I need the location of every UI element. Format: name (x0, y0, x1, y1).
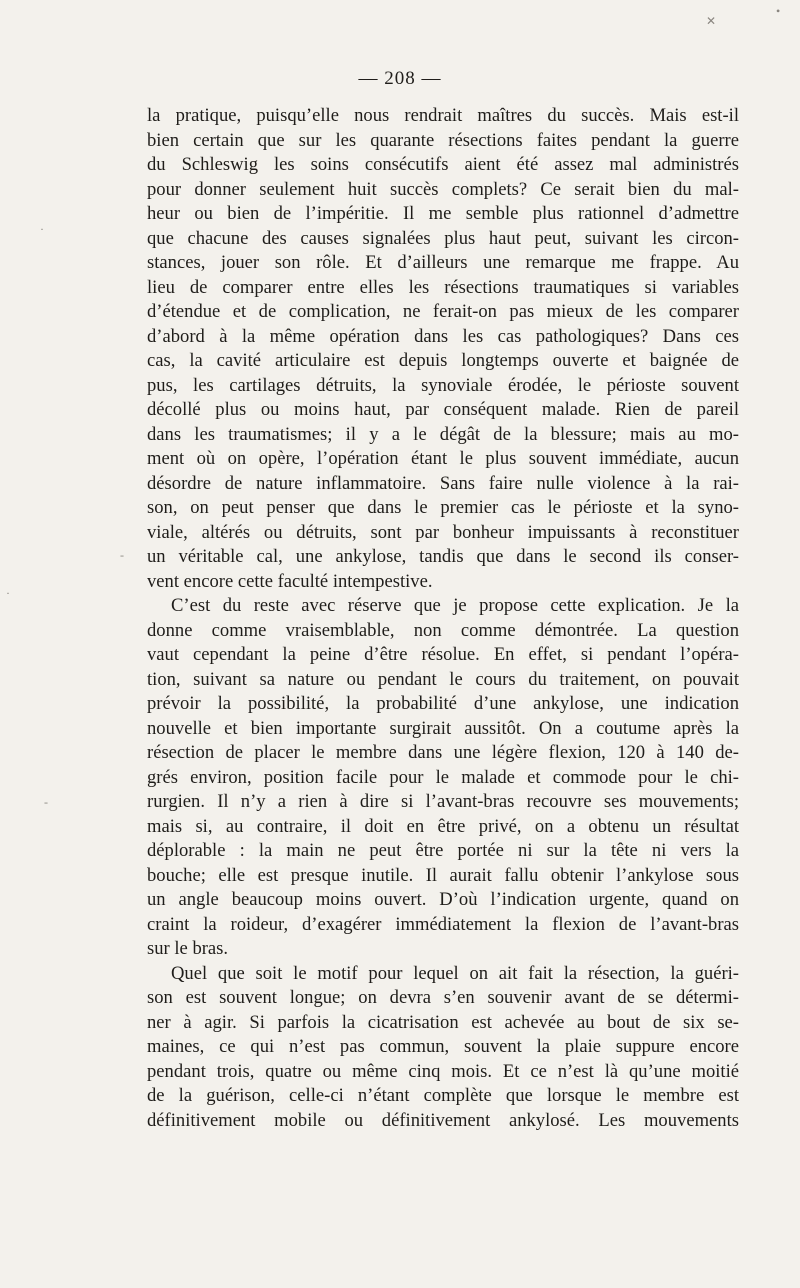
print-speck: ✕ (706, 14, 717, 28)
text-line: du Schleswig les soins consécutifs aient été assez mal administrés (147, 154, 739, 175)
page-number: — 208 — (358, 68, 442, 89)
text-line: bouche; elle est presque inutile. Il aurait fallu obtenir l’ankylose sous (147, 864, 739, 886)
print-speck: - (44, 795, 48, 809)
text-line: dans les traumatismes; il y a le dégât de la blessure; mais au mo- (147, 423, 739, 445)
text-line: que chacune des causes signalées plus haut peut, suivant les circon- (147, 227, 739, 249)
print-speck: · (6, 586, 10, 600)
paragraph-end-line: vent encore cette faculté intempestive. (147, 570, 433, 592)
text-line: donne comme vraisemblable, non comme démontrée. La question (147, 619, 739, 641)
text-line: cas, la cavité articulaire est depuis longtemps ouverte et baignée de (147, 350, 739, 371)
text-line: tion, suivant sa nature ou pendant le cours du traitement, on pouvait (147, 668, 739, 690)
text-line: désordre de nature inflammatoire. Sans faire nulle violence à la rai- (147, 472, 739, 494)
text-line: ner à agir. Si parfois la cicatrisation est achevée au bout de six se- (147, 1011, 739, 1033)
text-line: grés environ, position facile pour le malade et commode pour le chi- (147, 766, 739, 788)
text-line: son est souvent longue; on devra s’en souvenir avant de se détermi- (147, 987, 739, 1008)
paragraph-start-line: Quel que soit le motif pour lequel on ait fait la résection, la guéri- (171, 962, 739, 984)
text-line: d’abord à la même opération dans les cas pathologiques? Dans ces (147, 325, 739, 347)
text-line: heur ou bien de l’impéritie. Il me semble plus rationnel d’admettre (147, 203, 739, 224)
print-speck: • (776, 4, 781, 18)
text-line: déplorable : la main ne peut être portée ni sur la tête ni vers la (147, 840, 739, 861)
text-line: de la guérison, celle-ci n’étant complète que lorsque le membre est (147, 1085, 739, 1106)
text-line: bien certain que sur les quarante résections faites pendant la guerre (147, 129, 739, 151)
text-line: pendant trois, quatre ou même cinq mois. Et ce n’est là qu’une moitié (147, 1060, 739, 1082)
text-line: son, on peut penser que dans le premier cas le périoste et la syno- (147, 497, 739, 518)
text-line: lieu de comparer entre elles les résections traumatiques si variables (147, 276, 739, 298)
body-text (147, 104, 739, 1133)
text-line: ment où on opère, l’opération étant le plus souvent immédiate, aucun (147, 448, 739, 469)
text-line: pus, les cartilages détruits, la synoviale érodée, le périoste souvent (147, 374, 739, 396)
text-line: un angle beaucoup moins ouvert. D’où l’indication urgente, quand on (147, 889, 739, 910)
text-line: la pratique, puisqu’elle nous rendrait maîtres du succès. Mais est-il (147, 105, 739, 126)
text-line: prévoir la possibilité, la probabilité d’une ankylose, une indication (147, 693, 739, 714)
text-line: rurgien. Il n’y a rien à dire si l’avant-bras recouvre ses mouvements; (147, 791, 739, 812)
text-line: définitivement mobile ou définitivement ankylosé. Les mouvements (147, 1109, 739, 1131)
text-line: viale, altérés ou détruits, sont par bonheur impuissants à reconstituer (147, 521, 739, 543)
text-line: résection de placer le membre dans une légère flexion, 120 à 140 de- (147, 742, 739, 763)
text-line: maines, ce qui n’est pas commun, souvent la plaie suppure encore (147, 1036, 739, 1057)
text-line: stances, jouer son rôle. Et d’ailleurs une remarque me frappe. Au (147, 252, 739, 273)
paragraph-end-line: sur le bras. (147, 938, 229, 959)
text-line: d’étendue et de complication, ne ferait-on pas mieux de les comparer (147, 301, 739, 322)
text-line: mais si, au contraire, il doit en être privé, on a obtenu un résultat (147, 815, 739, 837)
text-line: pour donner seulement huit succès complets? Ce serait bien du mal- (147, 178, 739, 200)
paragraph-start-line: C’est du reste avec réserve que je propose cette explication. Je la (171, 595, 739, 616)
text-line: un véritable cal, une ankylose, tandis que dans le second ils conser- (147, 546, 739, 567)
text-line: vaut cependant la peine d’être résolue. En effet, si pendant l’opéra- (147, 644, 739, 665)
print-speck: · (40, 222, 44, 236)
print-speck: - (120, 548, 124, 562)
text-line: décollé plus ou moins haut, par conséquent malade. Rien de pareil (147, 399, 739, 420)
text-line: nouvelle et bien importante surgirait aussitôt. On a coutume après la (147, 717, 739, 739)
text-line: craint la roideur, d’exagérer immédiatement la flexion de l’avant-bras (147, 913, 739, 935)
